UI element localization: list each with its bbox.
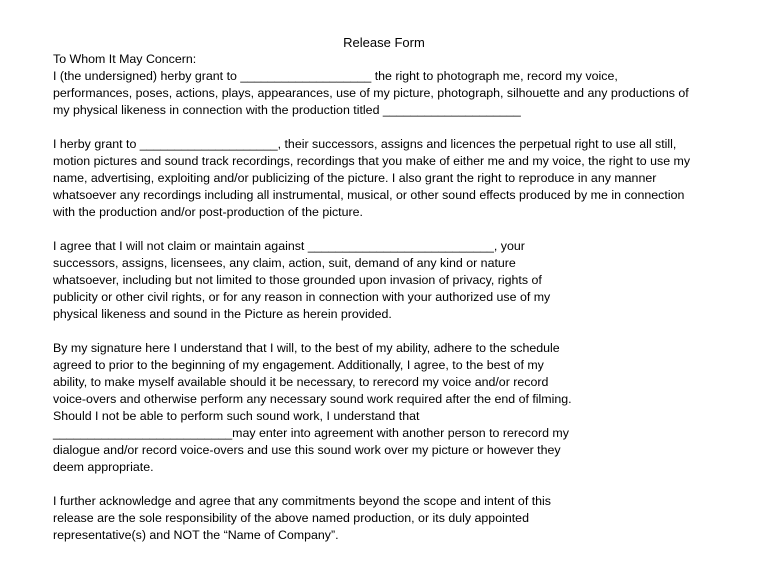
paragraph-acknowledgement (53, 493, 753, 544)
text-line: I agree that I will not claim or maintain against ___________________________, your (53, 239, 525, 253)
text-line: voice-overs and otherwise perform any necessary sound work required after the end of filming. (53, 392, 572, 406)
text-line: with the production and/or post-production of the picture. (53, 205, 363, 219)
text-line: whatsoever any recordings including all instrumental, musical, or other sound effects produced by me in connection (53, 188, 685, 202)
text-line: dialogue and/or record voice-overs and use this sound work over my picture or however they (53, 443, 561, 457)
document-title: Release Form (343, 35, 425, 50)
text-line: my physical likeness in connection with the production titled ____________________ (53, 103, 521, 117)
text-line: ability, to make myself available should it be necessary, to rerecord my voice and/or record (53, 375, 549, 389)
salutation: To Whom It May Concern: (53, 52, 197, 66)
paragraph-rights (53, 136, 753, 221)
paragraph-gap (53, 119, 753, 136)
text-line: deem appropriate. (53, 460, 154, 474)
text-line: Should I not be able to perform such sound work, I understand that (53, 409, 420, 423)
text-line: release are the sole responsibility of the above named production, or its duly appointed (53, 511, 529, 525)
text-line: performances, poses, actions, plays, appearances, use of my picture, photograph, silhouette and any productions of (53, 86, 689, 100)
text-line: agreed to prior to the beginning of my engagement. Additionally, I agree, to the best of my (53, 358, 544, 372)
text-line: I herby grant to ____________________, their successors, assigns and licences the perpetual right to use all still, (53, 137, 677, 151)
text-line: representative(s) and NOT the “Name of Company”. (53, 528, 339, 542)
text-line: whatsoever, including but not limited to those grounded upon invasion of privacy, rights of (53, 273, 542, 287)
text-line: successors, assigns, licensees, any claim, action, suit, demand of any kind or nature (53, 256, 516, 270)
text-line: name, advertising, exploiting and/or publicizing of the picture. I also grant the right to reproduce in any manner (53, 171, 657, 185)
text-line: By my signature here I understand that I will, to the best of my ability, adhere to the schedule (53, 341, 560, 355)
paragraph-gap (53, 323, 753, 340)
paragraph-gap (53, 221, 753, 238)
paragraph-grant (53, 51, 753, 119)
paragraph-gap (53, 476, 753, 493)
document-body (53, 51, 753, 544)
text-line: motion pictures and sound track recordings, recordings that you make of either me and my voice, the right to use my (53, 154, 691, 168)
text-line: __________________________may enter into agreement with another person to rerecord my (53, 426, 569, 440)
text-line: I further acknowledge and agree that any commitments beyond the scope and intent of this (53, 494, 551, 508)
text-line: physical likeness and sound in the Picture as herein provided. (53, 307, 392, 321)
text-line: I (the undersigned) herby grant to ___________________ the right to photograph me, record my voice, (53, 69, 618, 83)
paragraph-schedule (53, 340, 753, 476)
text-line: publicity or other civil rights, or for any reason in connection with your authorized use of my (53, 290, 551, 304)
paragraph-no-claim (53, 238, 753, 323)
